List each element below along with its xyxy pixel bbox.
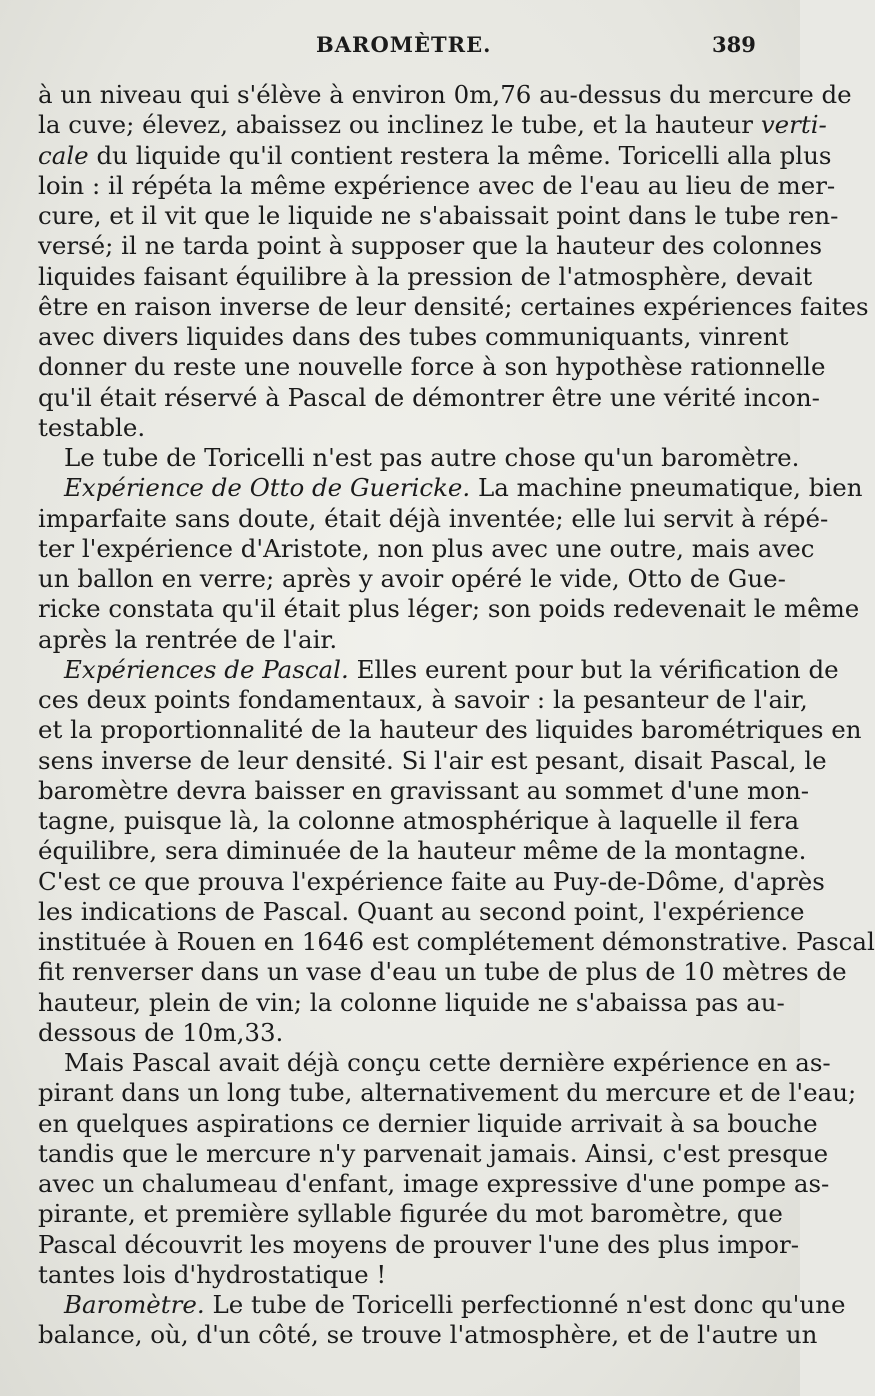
paragraph-start-line: Expériences de Pascal. Elles eurent pour but la vérification de — [64, 654, 839, 684]
text-line: avec divers liquides dans des tubes communiquants, vinrent — [38, 322, 789, 351]
text-line: un ballon en verre; après y avoir opéré le vide, Otto de Gue- — [38, 564, 786, 593]
run-in-heading: Baromètre. — [64, 1290, 205, 1319]
text-line: tandis que le mercure n'y parvenait jamais. Ainsi, c'est presque — [38, 1138, 829, 1168]
run-in-heading: Expériences de Pascal. — [64, 654, 349, 684]
running-title: BAROMÈTRE. — [316, 32, 492, 57]
text-line: loin : il répéta la même expérience avec de l'eau au lieu de mer- — [38, 170, 836, 200]
text-line: imparfaite sans doute, était déjà inventée; elle lui servit à répé- — [38, 503, 829, 533]
page-number: 389 — [712, 32, 756, 57]
text-line: balance, où, d'un côté, se trouve l'atmosphère, et de l'autre un — [38, 1320, 818, 1350]
text-line: pirant dans un long tube, alternativement du mercure et de l'eau; — [38, 1078, 857, 1108]
text-line: Pascal découvrit les moyens de prouver l'une des plus impor- — [38, 1229, 799, 1259]
text-line: tantes lois d'hydrostatique ! — [38, 1259, 387, 1289]
text-line: versé; il ne tarda point à supposer que la hauteur des colonnes — [38, 231, 823, 261]
text-line: cure, et il vit que le liquide ne s'abaissait point dans le tube ren- — [38, 201, 839, 230]
text-line: cale du liquide qu'il contient restera la même. Toricelli alla plus — [38, 140, 832, 170]
text-line: être en raison inverse de leur densité; certaines expériences faites — [38, 291, 869, 321]
text-line: baromètre devra baisser en gravissant au sommet d'une mon- — [38, 775, 810, 805]
text-line: dessous de 10m,33. — [38, 1017, 284, 1047]
body-text — [38, 80, 875, 1351]
text-line: qu'il était réservé à Pascal de démontrer être une vérité incon- — [38, 382, 820, 412]
text-line: équilibre, sera diminuée de la hauteur même de la montagne. — [38, 836, 807, 866]
text-line: la cuve; élevez, abaissez ou inclinez le tube, et la hauteur verti- — [38, 110, 827, 140]
text-line: donner du reste une nouvelle force à son hypothèse rationnelle — [38, 352, 826, 382]
text-line: en quelques aspirations ce dernier liquide arrivait à sa bouche — [38, 1108, 818, 1138]
text-line: hauteur, plein de vin; la colonne liquide ne s'abaissa pas au- — [38, 987, 785, 1017]
text-line: ter l'expérience d'Aristote, non plus avec une outre, mais avec — [38, 533, 815, 563]
text-line: liquides faisant équilibre à la pression de l'atmosphère, devait — [38, 261, 813, 291]
text-line: les indications de Pascal. Quant au second point, l'expérience — [38, 896, 805, 926]
paragraph-start-line: Mais Pascal avait déjà conçu cette dernière expérience en as- — [64, 1048, 831, 1077]
text-line: sens inverse de leur densité. Si l'air est pesant, disait Pascal, le — [38, 745, 827, 775]
text-line: tagne, puisque là, la colonne atmosphérique à laquelle il fera — [38, 806, 800, 835]
paragraph-start-line: Le tube de Toricelli n'est pas autre chose qu'un baromètre. — [64, 443, 800, 472]
text-line: fit renverser dans un vase d'eau un tube de plus de 10 mètres de — [38, 957, 847, 987]
italic-word: verti- — [760, 110, 827, 140]
text-line: à un niveau qui s'élève à environ 0m,76 au-dessus du mercure de — [38, 80, 852, 109]
text-line: ricke constata qu'il était plus léger; son poids redevenait le même — [38, 594, 860, 624]
text-line: testable. — [38, 412, 146, 442]
text-line: C'est ce que prouva l'expérience faite au Puy-de-Dôme, d'après — [38, 866, 825, 896]
text-line: instituée à Rouen en 1646 est complétement démonstrative. Pascal — [38, 927, 875, 956]
text-line: après la rentrée de l'air. — [38, 624, 338, 654]
text-line: pirante, et première syllable figurée du mot baromètre, que — [38, 1199, 783, 1229]
italic-word: cale — [38, 140, 89, 170]
page-header — [0, 30, 800, 64]
paragraph-start-line: Expérience de Otto de Guericke. La machine pneumatique, bien — [64, 473, 863, 503]
text-line: ces deux points fondamentaux, à savoir : la pesanteur de l'air, — [38, 685, 808, 714]
paragraph-start-line: Baromètre. Le tube de Toricelli perfectionné n'est donc qu'une — [64, 1290, 846, 1319]
run-in-heading: Expérience de Otto de Guericke. — [64, 473, 471, 503]
text-line: avec un chalumeau d'enfant, image expressive d'une pompe as- — [38, 1169, 830, 1198]
text-line: et la proportionnalité de la hauteur des liquides barométriques en — [38, 715, 862, 745]
